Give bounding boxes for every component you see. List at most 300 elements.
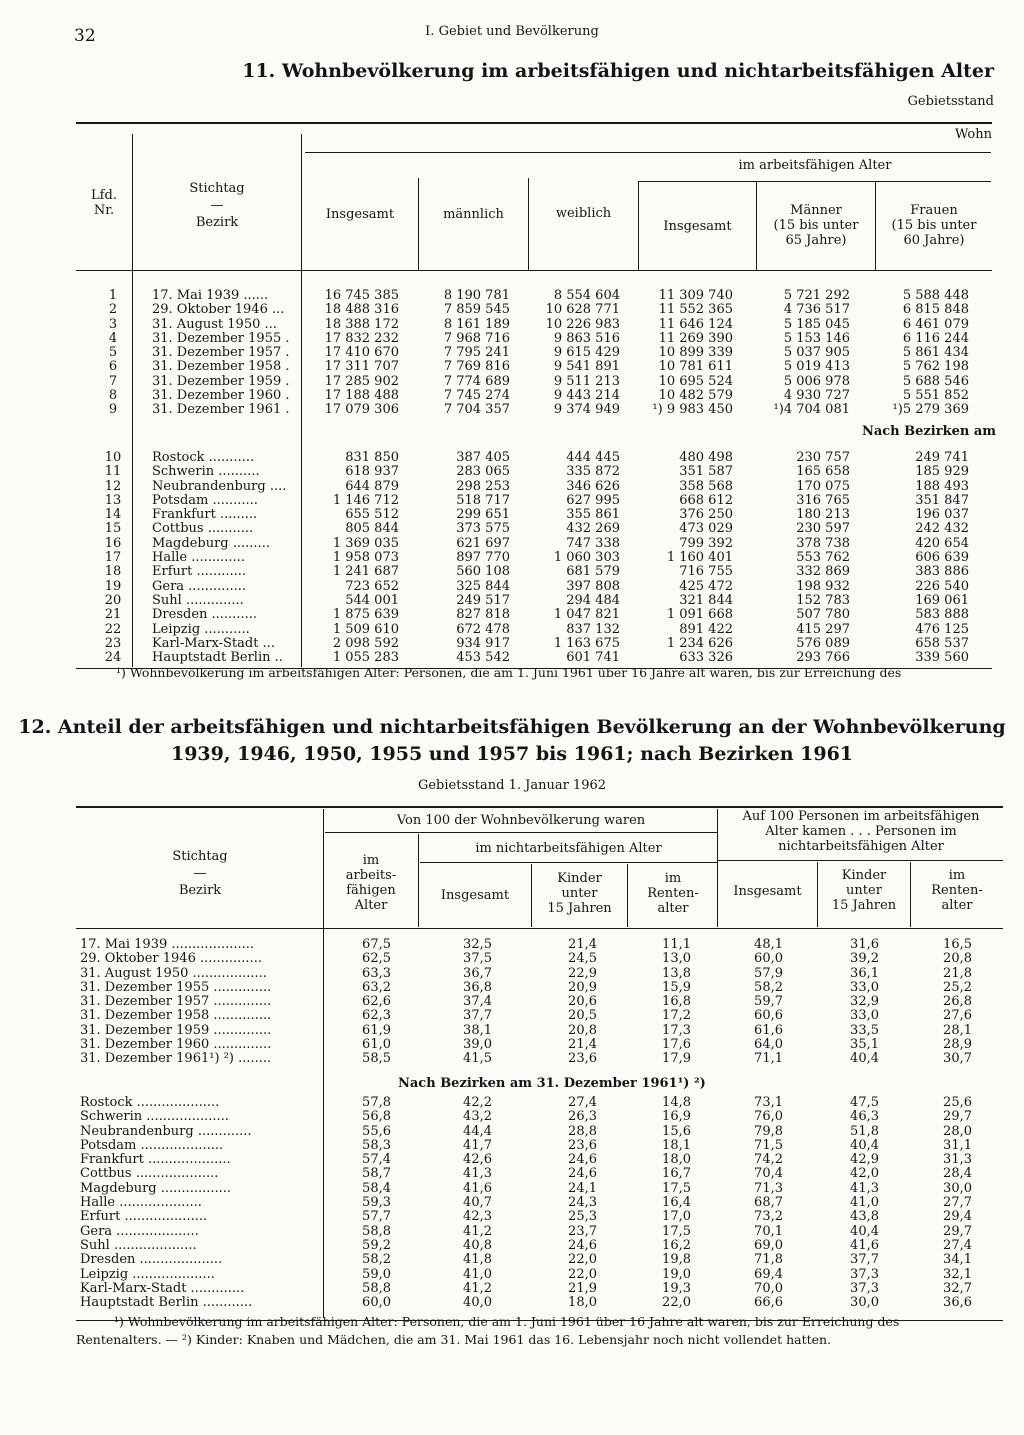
lfd-nr-cell: 11 <box>104 464 122 480</box>
bezirk-cell: Potsdam ........... <box>152 492 258 508</box>
table11-arb-insgesamt-column <box>640 451 733 665</box>
value-cell: 36,1 <box>850 965 879 981</box>
value-cell: 17,9 <box>662 1051 691 1067</box>
value-cell: 198 932 <box>796 578 850 594</box>
table12-insgesamt-column <box>420 938 492 1067</box>
value-cell: 31,3 <box>943 1152 972 1168</box>
value-cell: 40,8 <box>463 1237 492 1253</box>
value-cell: 36,6 <box>943 1295 972 1311</box>
value-cell: 1 875 639 <box>332 607 399 623</box>
value-cell: 37,7 <box>463 1008 492 1024</box>
stichtag-cell: 31. Dezember 1957 . <box>152 345 290 361</box>
value-cell: 7 859 545 <box>443 302 510 318</box>
value-cell: 31,1 <box>943 1137 972 1153</box>
value-cell: 24,3 <box>568 1195 597 1211</box>
bezirk-cell: Dresden ........... <box>152 607 257 623</box>
value-cell: 897 770 <box>456 550 510 566</box>
lfd-nr-cell: 18 <box>104 564 122 580</box>
bezirk-cell: Dresden .................... <box>80 1252 223 1268</box>
lfd-nr-cell: 12 <box>104 478 122 494</box>
lfd-nr-cell: 1 <box>108 288 118 303</box>
stichtag-cell: 31. Dezember 1959 . <box>152 373 290 389</box>
value-cell: 24,5 <box>568 951 597 967</box>
lfd-nr-cell: 2 <box>108 302 118 318</box>
bezirk-cell: Halle ............. <box>152 550 245 566</box>
lfd-nr-cell: 10 <box>104 450 122 465</box>
table12-renten2-column <box>912 1096 972 1310</box>
value-cell: 17 311 707 <box>324 359 399 375</box>
value-cell: 42,6 <box>463 1152 492 1168</box>
value-cell: 351 847 <box>915 492 969 508</box>
value-cell: 805 844 <box>345 521 399 537</box>
value-cell: 420 654 <box>915 535 969 551</box>
value-cell: 70,1 <box>754 1223 783 1239</box>
value-cell: 20,9 <box>568 979 597 995</box>
col-rule <box>717 809 718 927</box>
lfd-nr-cell: 14 <box>104 507 122 523</box>
bezirk-cell: Karl-Marx-Stadt ... <box>152 635 275 651</box>
stichtag-cell: 31. Dezember 1958 . <box>152 359 290 375</box>
value-cell: 17,5 <box>662 1223 691 1239</box>
value-cell: 283 065 <box>456 464 510 480</box>
value-cell: 24,6 <box>568 1166 597 1182</box>
header-kinder2: Kinder unter 15 Jahren <box>831 868 897 913</box>
col-rule <box>875 181 876 270</box>
header-auf100: Auf 100 Personen im arbeitsfähigen Alter kamen . . . Personen im nichtarbeitsfähigen Alter <box>742 809 980 854</box>
value-cell: 358 568 <box>679 478 733 494</box>
value-cell: 11 269 390 <box>658 330 733 346</box>
bezirk-cell: Magdeburg ................. <box>80 1180 232 1196</box>
value-cell: 58,8 <box>362 1280 391 1296</box>
value-cell: 79,8 <box>754 1123 783 1139</box>
value-cell: 71,8 <box>754 1252 783 1268</box>
value-cell: 11 646 124 <box>658 316 733 332</box>
value-cell: 425 472 <box>679 578 733 594</box>
value-cell: 7 769 816 <box>443 359 510 375</box>
lfd-nr-cell: 15 <box>104 521 122 537</box>
stichtag-cell: 31. Dezember 1961¹) ²) ........ <box>80 1051 272 1067</box>
value-cell: 658 537 <box>915 635 969 651</box>
header-stichtag: Stichtag — Bezirk <box>189 181 245 230</box>
value-cell: 180 213 <box>796 507 850 523</box>
bezirk-cell: Frankfurt .................... <box>80 1152 231 1168</box>
value-cell: 8 161 189 <box>443 316 510 332</box>
lfd-nr-cell: 3 <box>108 316 118 332</box>
lfd-nr-cell: 24 <box>104 650 122 666</box>
value-cell: 9 863 516 <box>553 330 620 346</box>
bezirk-cell: Leipzig ........... <box>152 621 250 637</box>
value-cell: 60,0 <box>754 951 783 967</box>
value-cell: 17 410 670 <box>324 345 399 361</box>
value-cell: 25,6 <box>943 1095 972 1110</box>
table11-bezirk-column <box>152 451 300 665</box>
value-cell: 5 037 905 <box>783 345 850 361</box>
table11-section-label: Nach Bezirken am <box>861 424 996 439</box>
value-cell: 42,2 <box>463 1095 492 1110</box>
running-head: I. Gebiet und Bevölkerung <box>425 24 599 39</box>
value-cell: 891 422 <box>679 621 733 637</box>
value-cell: 351 587 <box>679 464 733 480</box>
value-cell: 37,4 <box>463 994 492 1010</box>
rule <box>325 832 718 833</box>
table12-subtitle: Gebietsstand 1. Januar 1962 <box>417 778 607 793</box>
value-cell: 56,8 <box>362 1109 391 1125</box>
value-cell: 1 055 283 <box>332 650 399 666</box>
value-cell: 33,0 <box>850 979 879 995</box>
value-cell: 19,3 <box>662 1280 691 1296</box>
value-cell: 60,6 <box>754 1008 783 1024</box>
value-cell: 606 639 <box>915 550 969 566</box>
lfd-nr-cell: 17 <box>104 550 122 566</box>
value-cell: 32,5 <box>463 937 492 952</box>
value-cell: 20,5 <box>568 1008 597 1024</box>
value-cell: 169 061 <box>915 592 969 608</box>
lfd-nr-cell: 9 <box>108 402 118 418</box>
value-cell: 476 125 <box>915 621 969 637</box>
table11-insgesamt-column <box>303 289 399 418</box>
value-cell: 18 388 172 <box>324 316 399 332</box>
value-cell: 37,7 <box>850 1252 879 1268</box>
header-maenner: Männer (15 bis unter 65 Jahre) <box>773 203 859 248</box>
value-cell: 837 132 <box>566 621 620 637</box>
table12-insgesamt2-column <box>719 1096 783 1310</box>
value-cell: 827 818 <box>456 607 510 623</box>
table11-maennlich-column <box>420 451 510 665</box>
value-cell: 28,9 <box>943 1037 972 1053</box>
value-cell: 58,4 <box>362 1180 391 1196</box>
table12-head-rule <box>76 928 1003 929</box>
value-cell: 26,8 <box>943 994 972 1010</box>
bezirk-cell: Frankfurt ......... <box>152 507 258 523</box>
value-cell: 453 542 <box>456 650 510 666</box>
value-cell: 22,9 <box>568 965 597 981</box>
value-cell: 17,0 <box>662 1209 691 1225</box>
value-cell: 6 815 848 <box>902 302 969 318</box>
table11-insgesamt-column <box>303 451 399 665</box>
value-cell: 1 060 303 <box>553 550 620 566</box>
rule <box>420 862 718 863</box>
value-cell: 58,7 <box>362 1166 391 1182</box>
bezirk-cell: Halle .................... <box>80 1195 202 1211</box>
value-cell: 13,0 <box>662 951 691 967</box>
value-cell: 1 234 626 <box>666 635 733 651</box>
value-cell: 17,6 <box>662 1037 691 1053</box>
value-cell: 21,8 <box>943 965 972 981</box>
value-cell: 22,0 <box>568 1252 597 1268</box>
table12-insgesamt-column <box>420 1096 492 1310</box>
value-cell: 321 844 <box>679 592 733 608</box>
value-cell: 20,8 <box>943 951 972 967</box>
stichtag-cell: 29. Oktober 1946 ............... <box>80 951 262 967</box>
value-cell: 16,5 <box>943 937 972 952</box>
table12-renten-column <box>629 1096 691 1310</box>
value-cell: 432 269 <box>566 521 620 537</box>
value-cell: 42,3 <box>463 1209 492 1225</box>
header-im-arbeitsfaehigen-alter: im arbeits- fähigen Alter <box>345 853 397 913</box>
value-cell: 346 626 <box>566 478 620 494</box>
header-rentenalter2: im Renten- alter <box>931 868 983 913</box>
value-cell: 73,2 <box>754 1209 783 1225</box>
col-rule <box>323 809 324 1318</box>
value-cell: 62,5 <box>362 951 391 967</box>
value-cell: 25,2 <box>943 979 972 995</box>
table12-renten2-column <box>912 938 972 1067</box>
value-cell: 10 628 771 <box>545 302 620 318</box>
value-cell: 17 079 306 <box>324 402 399 418</box>
value-cell: 39,2 <box>850 951 879 967</box>
value-cell: 21,4 <box>568 1037 597 1053</box>
value-cell: 378 738 <box>796 535 850 551</box>
value-cell: 799 392 <box>679 535 733 551</box>
table12-footnote-line2: Rentenalters. — ²) Kinder: Knaben und Mädchen, die am 31. Mai 1961 das 16. Lebensjahr noch nicht vollendet hatten. <box>76 1332 832 1347</box>
stichtag-cell: 31. Dezember 1955 . <box>152 330 290 346</box>
value-cell: 64,0 <box>754 1037 783 1053</box>
header-frauen: Frauen (15 bis unter 60 Jahre) <box>891 203 977 248</box>
value-cell: 294 484 <box>566 592 620 608</box>
value-cell: 1 091 668 <box>666 607 733 623</box>
value-cell: 26,3 <box>568 1109 597 1125</box>
table11-top-rule <box>76 122 992 124</box>
col-rule <box>627 864 628 927</box>
value-cell: 22,0 <box>568 1266 597 1282</box>
value-cell: 15,6 <box>662 1123 691 1139</box>
value-cell: 633 326 <box>679 650 733 666</box>
col-rule <box>418 834 419 927</box>
header-arb-insgesamt: Insgesamt <box>663 219 732 234</box>
col-rule <box>301 134 302 667</box>
table12-kinder-column <box>533 938 597 1067</box>
stichtag-cell: 31. August 1950 .................. <box>80 965 267 981</box>
value-cell: 1 509 610 <box>332 621 399 637</box>
col-rule <box>132 134 133 667</box>
value-cell: 9 443 214 <box>553 388 620 404</box>
value-cell: 40,4 <box>850 1137 879 1153</box>
value-cell: 5 019 413 <box>783 359 850 375</box>
col-rule <box>817 862 818 927</box>
stichtag-cell: 31. Dezember 1955 .............. <box>80 979 272 995</box>
value-cell: 188 493 <box>915 478 969 494</box>
table11-frauen-column <box>877 451 969 665</box>
value-cell: 5 551 852 <box>902 388 969 404</box>
value-cell: 21,9 <box>568 1280 597 1296</box>
value-cell: 37,3 <box>850 1266 879 1282</box>
value-cell: 672 478 <box>456 621 510 637</box>
value-cell: 299 651 <box>456 507 510 523</box>
value-cell: 33,0 <box>850 1008 879 1024</box>
value-cell: 668 612 <box>679 492 733 508</box>
bezirk-cell: Suhl .................... <box>80 1237 197 1253</box>
value-cell: 480 498 <box>679 450 733 465</box>
value-cell: 71,1 <box>754 1051 783 1067</box>
header-kinder: Kinder unter 15 Jahren <box>547 871 612 916</box>
bezirk-cell: Schwerin .................... <box>80 1109 229 1125</box>
value-cell: 9 541 891 <box>553 359 620 375</box>
value-cell: 23,7 <box>568 1223 597 1239</box>
value-cell: 583 888 <box>915 607 969 623</box>
value-cell: 24,6 <box>568 1152 597 1168</box>
value-cell: 41,7 <box>463 1137 492 1153</box>
value-cell: 59,3 <box>362 1195 391 1211</box>
header-lfd-nr: Lfd. Nr. <box>91 188 117 218</box>
value-cell: 10 899 339 <box>658 345 733 361</box>
value-cell: 27,4 <box>568 1095 597 1110</box>
table12-renten-column <box>629 938 691 1067</box>
value-cell: 553 762 <box>796 550 850 566</box>
value-cell: 23,6 <box>568 1137 597 1153</box>
value-cell: 1 047 821 <box>553 607 620 623</box>
rule <box>718 860 1003 861</box>
header-rentenalter: im Renten- alter <box>647 871 699 916</box>
value-cell: 71,3 <box>754 1180 783 1196</box>
value-cell: 23,6 <box>568 1051 597 1067</box>
value-cell: 30,7 <box>943 1051 972 1067</box>
value-cell: 24,1 <box>568 1180 597 1196</box>
bezirk-cell: Leipzig .................... <box>80 1266 215 1282</box>
header-maennlich: männlich <box>443 207 504 222</box>
value-cell: 46,3 <box>850 1109 879 1125</box>
value-cell: 58,2 <box>754 979 783 995</box>
lfd-nr-cell: 16 <box>104 535 122 551</box>
bezirk-cell: Gera .................... <box>80 1223 199 1239</box>
bezirk-cell: Potsdam .................... <box>80 1137 224 1153</box>
value-cell: 31,6 <box>850 937 879 952</box>
value-cell: 185 929 <box>915 464 969 480</box>
value-cell: 5 006 978 <box>783 373 850 389</box>
value-cell: 5 688 546 <box>902 373 969 389</box>
value-cell: 43,2 <box>463 1109 492 1125</box>
value-cell: 27,4 <box>943 1237 972 1253</box>
value-cell: 62,3 <box>362 1008 391 1024</box>
value-cell: 1 241 687 <box>332 564 399 580</box>
value-cell: 16 745 385 <box>324 288 399 303</box>
value-cell: 17,3 <box>662 1022 691 1038</box>
value-cell: 61,9 <box>362 1022 391 1038</box>
value-cell: ¹)5 279 369 <box>892 402 969 418</box>
value-cell: 4 736 517 <box>783 302 850 318</box>
value-cell: 249 741 <box>915 450 969 465</box>
value-cell: 681 579 <box>566 564 620 580</box>
value-cell: 18,0 <box>662 1152 691 1168</box>
value-cell: 76,0 <box>754 1109 783 1125</box>
value-cell: 30,0 <box>850 1295 879 1311</box>
value-cell: 58,8 <box>362 1223 391 1239</box>
value-cell: 17,2 <box>662 1008 691 1024</box>
lfd-nr-cell: 20 <box>104 592 122 608</box>
table12-kinder2-column <box>819 1096 879 1310</box>
value-cell: 5 861 434 <box>902 345 969 361</box>
value-cell: 316 765 <box>796 492 850 508</box>
bezirk-cell: Cottbus .................... <box>80 1166 219 1182</box>
value-cell: 5 721 292 <box>783 288 850 303</box>
value-cell: 63,3 <box>362 965 391 981</box>
lfd-nr-cell: 13 <box>104 492 122 508</box>
value-cell: 10 482 579 <box>658 388 733 404</box>
value-cell: 30,0 <box>943 1180 972 1196</box>
value-cell: 58,5 <box>362 1051 391 1067</box>
value-cell: 63,2 <box>362 979 391 995</box>
value-cell: 36,7 <box>463 965 492 981</box>
value-cell: 325 844 <box>456 578 510 594</box>
value-cell: 57,8 <box>362 1095 391 1110</box>
value-cell: 41,6 <box>850 1237 879 1253</box>
value-cell: 42,0 <box>850 1166 879 1182</box>
value-cell: ¹)4 704 081 <box>773 402 850 418</box>
value-cell: 41,0 <box>850 1195 879 1211</box>
value-cell: 560 108 <box>456 564 510 580</box>
stichtag-cell: 31. August 1950 ... <box>152 316 277 332</box>
value-cell: 62,6 <box>362 994 391 1010</box>
value-cell: 39,0 <box>463 1037 492 1053</box>
value-cell: 11 309 740 <box>658 288 733 303</box>
value-cell: 170 075 <box>796 478 850 494</box>
stichtag-cell: 31. Dezember 1960 .............. <box>80 1037 272 1053</box>
value-cell: 7 745 274 <box>443 388 510 404</box>
value-cell: 71,5 <box>754 1137 783 1153</box>
bezirk-cell: Neubrandenburg ............. <box>80 1123 252 1139</box>
value-cell: 1 160 401 <box>666 550 733 566</box>
value-cell: 41,2 <box>463 1280 492 1296</box>
value-cell: 242 432 <box>915 521 969 537</box>
header-im-nichtarbeitsfaehigen-alter: im nichtarbeitsfähigen Alter <box>475 841 662 856</box>
bezirk-cell: Karl-Marx-Stadt ............. <box>80 1280 245 1296</box>
value-cell: 415 297 <box>796 621 850 637</box>
value-cell: 1 163 675 <box>553 635 620 651</box>
value-cell: 655 512 <box>345 507 399 523</box>
value-cell: 48,1 <box>754 937 783 952</box>
table11-lfdnr-column <box>98 451 128 665</box>
value-cell: 397 808 <box>566 578 620 594</box>
value-cell: 335 872 <box>566 464 620 480</box>
value-cell: 249 517 <box>456 592 510 608</box>
stichtag-cell: 31. Dezember 1961 . <box>152 402 290 418</box>
value-cell: 373 575 <box>456 521 510 537</box>
table11-arb-insgesamt-column <box>640 289 733 418</box>
table11-frauen-column <box>877 289 969 418</box>
value-cell: 61,0 <box>362 1037 391 1053</box>
lfd-nr-cell: 21 <box>104 607 122 623</box>
table12-footnote-line1: ¹) Wohnbevölkerung im arbeitsfähigen Alter: Personen, die am 1. Juni 1961 über 16 Jahre alt waren, bis zur Erreichung des <box>114 1314 900 1329</box>
header-insgesamt: Insgesamt <box>440 888 510 903</box>
value-cell: 18,1 <box>662 1137 691 1153</box>
value-cell: 383 886 <box>915 564 969 580</box>
value-cell: 41,6 <box>463 1180 492 1196</box>
rule <box>638 181 991 182</box>
stichtag-cell: 31. Dezember 1957 .............. <box>80 994 272 1010</box>
table11-maenner-column <box>758 451 850 665</box>
value-cell: 24,6 <box>568 1237 597 1253</box>
value-cell: 723 652 <box>345 578 399 594</box>
value-cell: 70,0 <box>754 1280 783 1296</box>
value-cell: 16,8 <box>662 994 691 1010</box>
value-cell: 41,0 <box>463 1266 492 1282</box>
value-cell: 5 762 198 <box>902 359 969 375</box>
value-cell: 29,7 <box>943 1223 972 1239</box>
lfd-nr-cell: 6 <box>108 359 118 375</box>
value-cell: 21,4 <box>568 937 597 952</box>
value-cell: 69,0 <box>754 1237 783 1253</box>
table12-bezirk-column <box>80 1096 320 1310</box>
value-cell: 68,7 <box>754 1195 783 1211</box>
value-cell: 576 089 <box>796 635 850 651</box>
lfd-nr-cell: 4 <box>108 330 118 346</box>
value-cell: 230 597 <box>796 521 850 537</box>
table12-title <box>0 714 1024 768</box>
value-cell: 9 374 949 <box>553 402 620 418</box>
value-cell: 298 253 <box>456 478 510 494</box>
value-cell: 61,6 <box>754 1022 783 1038</box>
value-cell: 29,4 <box>943 1209 972 1225</box>
stichtag-cell: 31. Dezember 1958 .............. <box>80 1008 272 1024</box>
